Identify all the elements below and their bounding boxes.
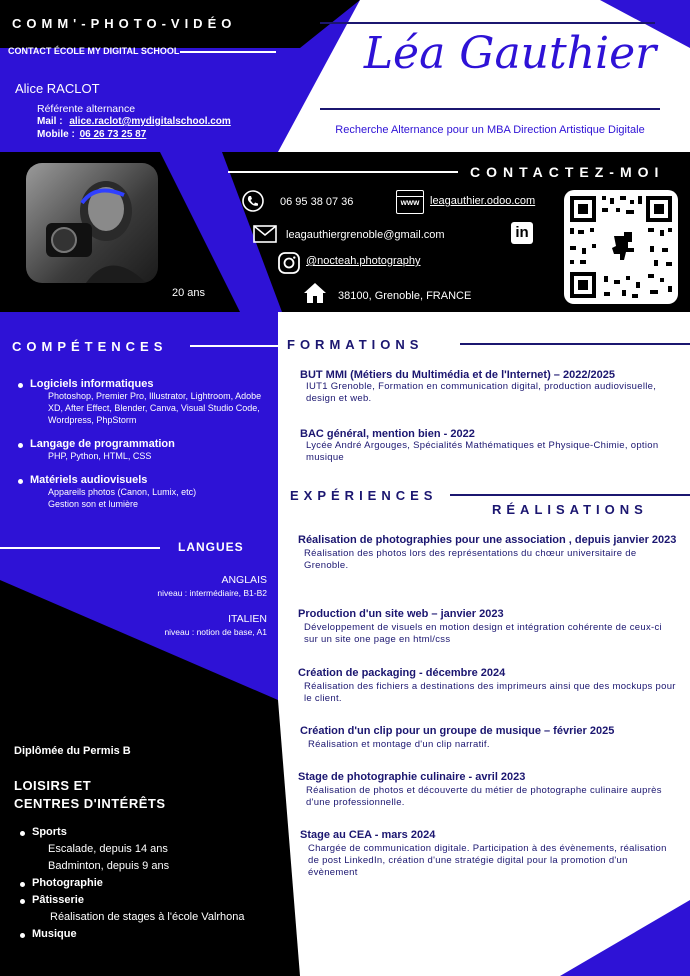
name-bottom-line <box>320 108 660 110</box>
experience-desc: Chargée de communication digitale. Participation à des évènements, réalisation de post LinkedIn, création d'une stratégie digital pour la promotion d'un évènement <box>308 843 667 878</box>
hobbies-list <box>18 826 278 945</box>
experience-item <box>300 724 680 751</box>
skill-name: Matériels audiovisuels <box>30 474 148 486</box>
contact-name: Alice RACLOT <box>15 81 100 96</box>
phone-number[interactable]: 06 95 38 07 36 <box>280 196 354 208</box>
formation-title: BUT MMI (Métiers du Multimédia et de l'Internet) – 2022/2025 <box>300 369 615 381</box>
experience-item <box>298 607 678 646</box>
hobbies-title-2: CENTRES D'INTÉRÊTS <box>14 796 166 811</box>
experience-title: Stage de photographie culinaire - avril 2023 <box>298 771 526 783</box>
experience-desc: Réalisation et montage d'un clip narratif. <box>308 739 490 750</box>
camera-portrait-photo-icon <box>26 163 158 283</box>
experience-title: Stage au CEA - mars 2024 <box>300 829 436 841</box>
www-icon <box>396 190 424 214</box>
experience-item <box>298 770 678 809</box>
mobile-label: Mobile : <box>37 129 75 140</box>
name-top-line <box>320 22 655 24</box>
experience-desc: Réalisation de photos et découverte du métier de photographe culinaire auprès d'une professionnelle. <box>306 785 662 808</box>
languages-title: LANGUES <box>178 540 244 554</box>
school-contact-title: CONTACT ÉCOLE MY DIGITAL SCHOOL <box>8 46 180 56</box>
experience-title: Création d'un clip pour un groupe de musique – février 2025 <box>300 725 615 737</box>
website-link[interactable]: leagauthier.odoo.com <box>430 195 536 207</box>
experience-title: Production d'un site web – janvier 2023 <box>298 608 504 620</box>
mail-icon <box>253 225 277 243</box>
phone-icon <box>242 190 264 212</box>
language-level: niveau : intermédiaire, B1-B2 <box>157 588 267 598</box>
experience-desc: Réalisation des photos lors des représentations du chœur universitaire de Grenoble. <box>304 548 637 571</box>
skill-name: Logiciels informatiques <box>30 378 154 390</box>
hobby-photo: Photographie <box>18 877 278 894</box>
www-label: www <box>400 198 420 207</box>
hobby-sports: Sports <box>18 826 278 843</box>
address: 38100, Grenoble, FRANCE <box>338 290 472 302</box>
instagram-icon <box>278 252 300 274</box>
hobby-music: Musique <box>18 928 278 945</box>
hobbies-title-1: LOISIRS ET <box>14 778 92 793</box>
mail-link[interactable]: alice.raclot@mydigitalschool.com <box>69 116 231 127</box>
formations-title: FORMATIONS <box>287 337 424 352</box>
formation-item <box>300 428 670 464</box>
formations-line <box>460 343 690 345</box>
home-icon <box>303 282 327 304</box>
experience-title: Réalisation de photographies pour une association , depuis janvier 2023 <box>298 534 677 546</box>
experiences-line <box>450 494 690 496</box>
skill-detail: PHP, Python, HTML, CSS <box>48 451 152 461</box>
mail-label: Mail : <box>37 116 63 127</box>
experience-item <box>300 828 675 879</box>
languages-line <box>0 547 160 549</box>
banner-title: COMM'-PHOTO-VIDÉO <box>12 16 237 31</box>
qr-code[interactable] <box>564 190 678 304</box>
permit: Diplômée du Permis B <box>14 745 131 757</box>
qr-code-icon <box>564 190 678 304</box>
skill-item <box>16 378 271 426</box>
contact-line <box>228 171 458 173</box>
skills-title: COMPÉTENCES <box>12 339 168 354</box>
experience-title: Création de packaging - décembre 2024 <box>298 667 506 679</box>
mail-row <box>37 116 231 127</box>
divider <box>180 51 276 53</box>
language-level: niveau : notion de base, A1 <box>164 627 267 637</box>
mobile-link[interactable]: 06 26 73 25 87 <box>79 129 147 140</box>
hobby-detail: Badminton, depuis 9 ans <box>48 860 170 872</box>
hobby-detail: Escalade, depuis 14 ans <box>48 843 168 855</box>
language-name: ANGLAIS <box>221 574 267 586</box>
email[interactable]: leagauthiergrenoble@gmail.com <box>286 229 445 241</box>
experience-desc: Développement de visuels en motion design et intégration cohérente de ceux-ci sur un site one page en html/css <box>304 622 662 645</box>
contact-role: Référente alternance <box>37 103 136 115</box>
linkedin-icon[interactable]: in <box>511 222 533 244</box>
subtitle: Recherche Alternance pour un MBA Direction Artistique Digitale <box>335 124 645 136</box>
realisations-title: RÉALISATIONS <box>492 502 648 517</box>
language-name: ITALIEN <box>228 613 267 625</box>
formation-desc: Lycée André Argouges, Spécialités Mathématiques et Physique-Chimie, option musique <box>306 440 659 463</box>
hobby-pastry: Pâtisserie <box>18 894 278 911</box>
skill-detail: Appareils photos (Canon, Lumix, etc) Gestion son et lumière <box>48 487 197 509</box>
formation-desc: IUT1 Grenoble, Formation en communication digital, production audiovisuelle, design et web. <box>306 381 657 404</box>
mobile-row <box>37 129 146 140</box>
skills-list <box>16 378 271 510</box>
person-name: Léa Gauthier <box>363 28 657 79</box>
experience-desc: Réalisation des fichiers a destinations des imprimeurs ainsi que des mockups pour le client. <box>304 681 676 704</box>
experience-item <box>298 666 678 705</box>
skill-item <box>16 474 271 510</box>
skill-detail: Photoshop, Premier Pro, Illustrator, Lightroom, Adobe XD, After Effect, Blender, Canva, Visual Studio Code, Wordpress, PhpStorm <box>48 391 262 425</box>
skills-line <box>190 345 278 347</box>
formation-item <box>300 369 680 405</box>
contact-title: CONTACTEZ-MOI <box>470 164 665 180</box>
formation-title: BAC général, mention bien - 2022 <box>300 428 475 440</box>
instagram-link[interactable]: @nocteah.photography <box>306 255 421 267</box>
experience-item <box>298 533 678 572</box>
skill-name: Langage de programmation <box>30 438 175 450</box>
skill-item <box>16 438 271 462</box>
hobby-detail: Réalisation de stages à l'école Valrhona <box>50 911 245 923</box>
experiences-title: EXPÉRIENCES <box>290 488 438 503</box>
age: 20 ans <box>172 287 206 299</box>
profile-photo <box>26 163 158 283</box>
